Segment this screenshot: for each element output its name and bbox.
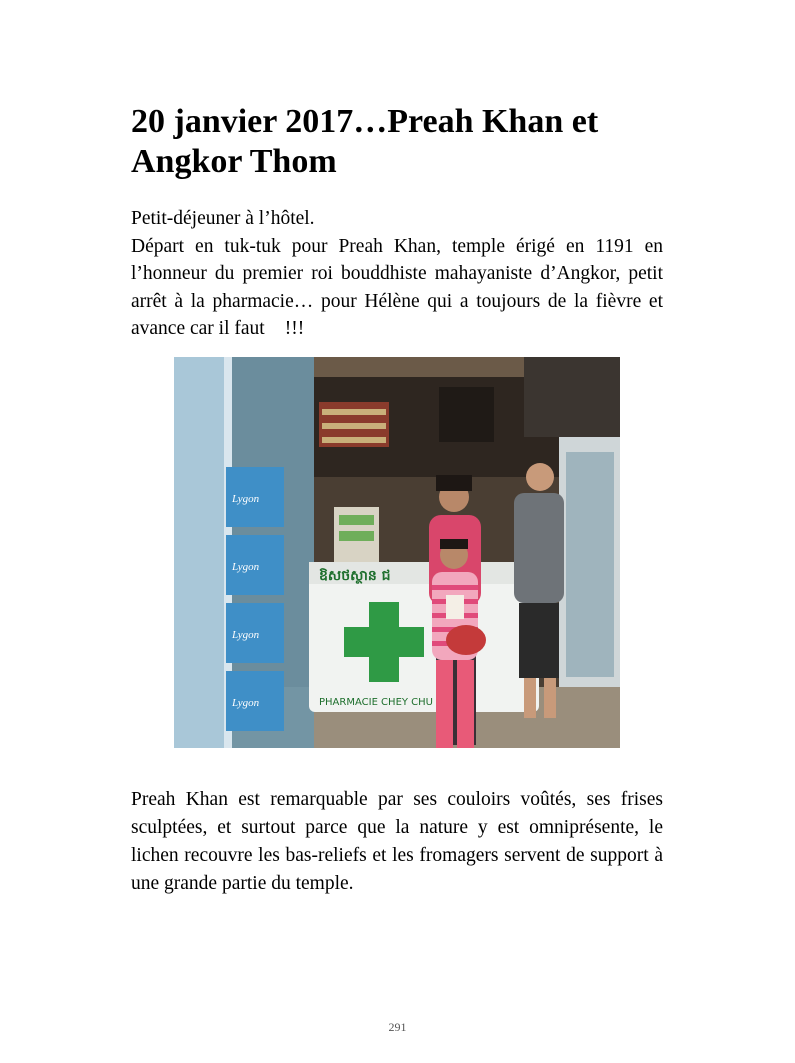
page-title: 20 janvier 2017…Preah Khan et Angkor Thom: [131, 103, 599, 180]
svg-text:Lygon: Lygon: [232, 561, 260, 573]
svg-text:PHARMACIE CHEY CHU: PHARMACIE CHEY CHU: [319, 697, 433, 708]
intro-line-departure: Départ en tuk-tuk pour Preah Khan, temple érigé en 1191 en l’honneur du premier roi bouddhiste mahayaniste d’Angkor, petit arrêt à la pharmacie… pour Hélène qui a toujours de la fièvre et avance car il faut !!!: [131, 235, 663, 339]
svg-text:Lygon: Lygon: [232, 697, 260, 709]
page-number: 291: [388, 1020, 407, 1034]
svg-text:ឱសថស្ថាន ជ: ឱសថស្ថាន ជ: [319, 568, 391, 584]
intro-text: [131, 205, 663, 343]
pharmacy-photo: [174, 357, 620, 748]
intro-line-breakfast: Petit-déjeuner à l’hôtel.: [131, 208, 315, 229]
svg-text:Lygon: Lygon: [232, 493, 260, 505]
svg-text:Lygon: Lygon: [232, 629, 260, 641]
description-paragraph: Preah Khan est remarquable par ses couloirs voûtés, ses frises sculptées, et surtout parce que la nature y est omniprésente, le lichen recouvre les bas-reliefs et les fromagers servent de support à une grande partie du temple.: [131, 789, 663, 894]
